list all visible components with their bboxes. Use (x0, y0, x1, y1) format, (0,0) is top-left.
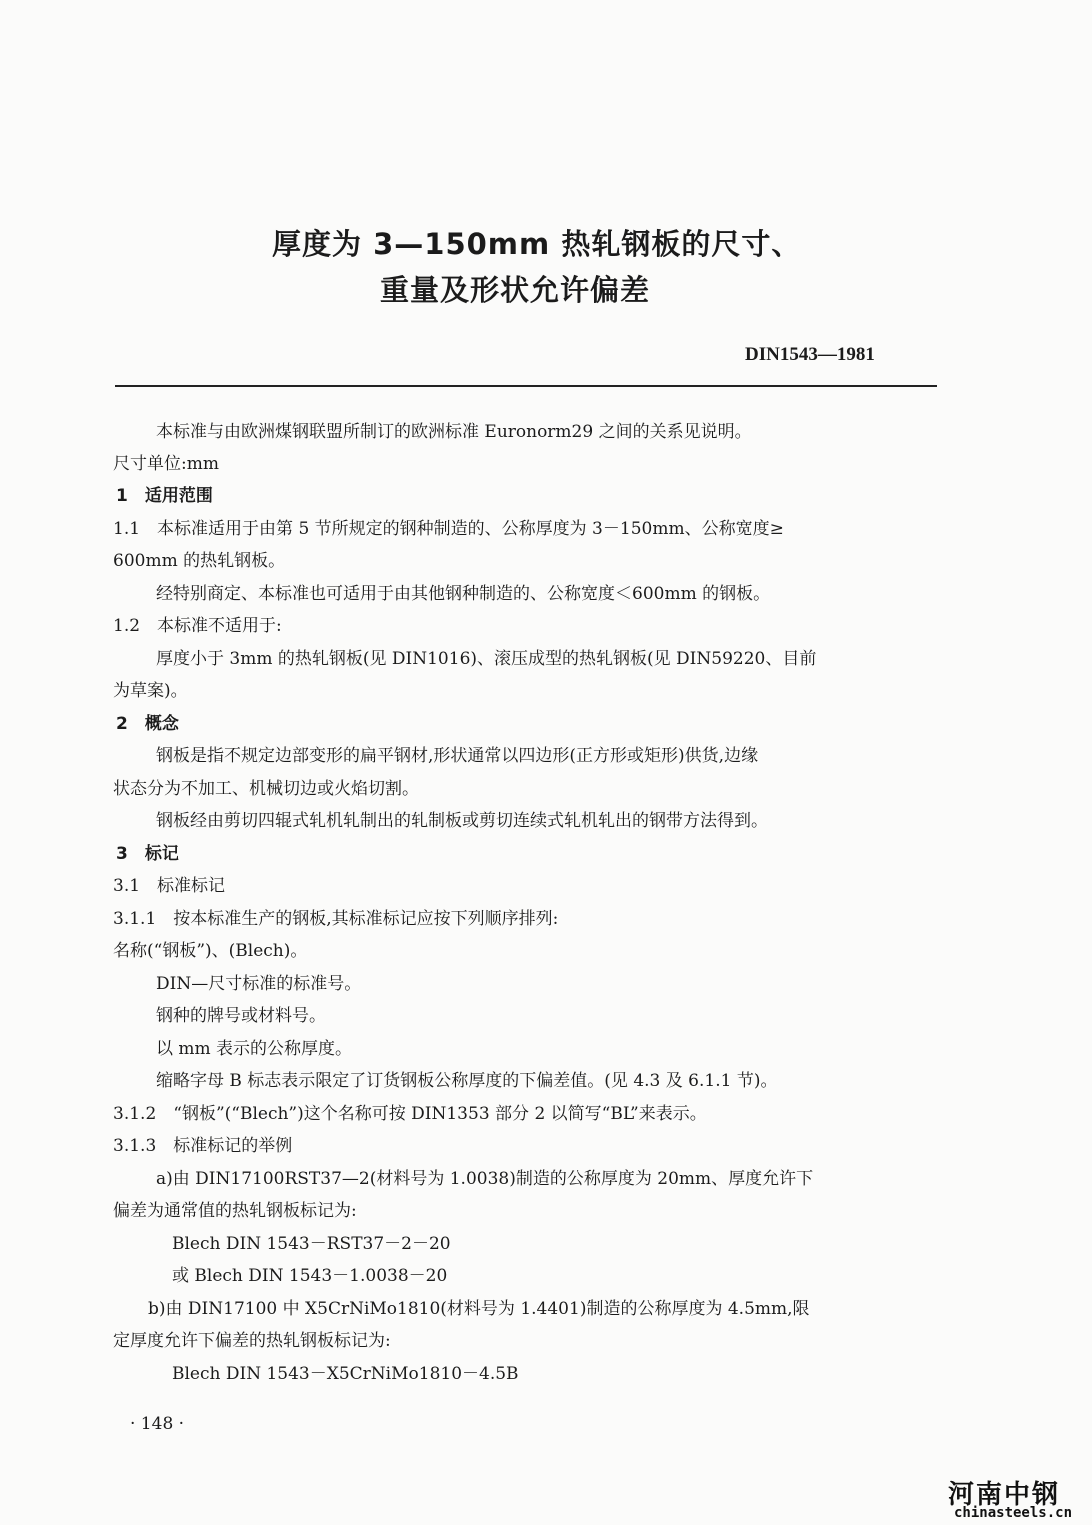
document-title-line-2: 重量及形状允许偏差 (380, 273, 651, 307)
clause-1-1-line-1: 1.1 本标准适用于由第 5 节所规定的钢种制造的、公称厚度为 3－150mm、公称宽度≥ (113, 519, 784, 539)
concept-line-2: 状态分为不加工、机械切边或火焰切割。 (113, 779, 419, 799)
clause-1-2-line-3: 为草案)。 (113, 681, 188, 701)
example-a-code-2: 或 Blech DIN 1543－1.0038－20 (172, 1266, 448, 1286)
marking-letter-b: 缩略字母 B 标志表示限定了订货钢板公称厚度的下偏差值。(见 4.3 及 6.1.1 节)。 (156, 1071, 778, 1091)
marking-thickness: 以 mm 表示的公称厚度。 (156, 1039, 353, 1059)
example-b-line-2: 定厚度允许下偏差的热轧钢板标记为: (113, 1331, 391, 1351)
clause-3-1: 3.1 标准标记 (113, 876, 226, 896)
clause-3-1-1: 3.1.1 按本标准生产的钢板,其标准标记应按下列顺序排列: (113, 909, 559, 929)
example-b-line-1: b)由 DIN17100 中 X5CrNiMo1810(材料号为 1.4401)制造的公称厚度为 4.5mm,限 (148, 1299, 810, 1319)
concept-line-3: 钢板经由剪切四辊式轧机轧制出的轧制板或剪切连续式轧机轧出的钢带方法得到。 (156, 811, 768, 831)
section-1-heading: 1 适用范围 (116, 486, 213, 506)
intro-paragraph: 本标准与由欧洲煤钢联盟所制订的欧洲标准 Euronorm29 之间的关系见说明。 (156, 422, 752, 442)
standard-code: DIN1543—1981 (745, 344, 875, 365)
page-number: · 148 · (130, 1414, 185, 1434)
marking-grade: 钢种的牌号或材料号。 (156, 1006, 326, 1026)
document-title-line-1: 厚度为 3—150mm 热轧钢板的尺寸、 (272, 227, 802, 261)
example-b-code: Blech DIN 1543－X5CrNiMo1810－4.5B (172, 1364, 519, 1384)
clause-1-2: 1.2 本标准不适用于: (113, 616, 282, 636)
clause-3-1-3: 3.1.3 标准标记的举例 (113, 1136, 293, 1156)
clause-3-1-2: 3.1.2 “钢板”(“Blech”)这个名称可按 DIN1353 部分 2 以简写“BL”来表示。 (113, 1104, 707, 1124)
clause-1-1-line-3: 经特别商定、本标准也可适用于由其他钢种制造的、公称宽度＜600mm 的钢板。 (156, 584, 771, 604)
watermark-site: chinasteels.cn (954, 1505, 1073, 1521)
clause-1-2-line-2: 厚度小于 3mm 的热轧钢板(见 DIN1016)、滚压成型的热轧钢板(见 DIN59220、目前 (156, 649, 817, 669)
example-a-line-2: 偏差为通常值的热轧钢板标记为: (113, 1201, 357, 1221)
unit-note: 尺寸单位:mm (113, 454, 219, 474)
marking-name: 名称(“钢板”)、(Blech)。 (113, 941, 308, 961)
watermark-logo: 河南中钢 (948, 1480, 1061, 1510)
header-rule (115, 385, 937, 387)
marking-din: DIN—尺寸标准的标准号。 (156, 974, 362, 994)
section-3-heading: 3 标记 (116, 844, 179, 864)
example-a-code-1: Blech DIN 1543－RST37－2－20 (172, 1234, 451, 1254)
section-2-heading: 2 概念 (116, 714, 179, 734)
concept-line-1: 钢板是指不规定边部变形的扁平钢材,形状通常以四边形(正方形或矩形)供货,边缘 (156, 746, 759, 766)
example-a-line-1: a)由 DIN17100RST37—2(材料号为 1.0038)制造的公称厚度为 20mm、厚度允许下 (156, 1169, 814, 1189)
clause-1-1-line-2: 600mm 的热轧钢板。 (113, 551, 286, 571)
